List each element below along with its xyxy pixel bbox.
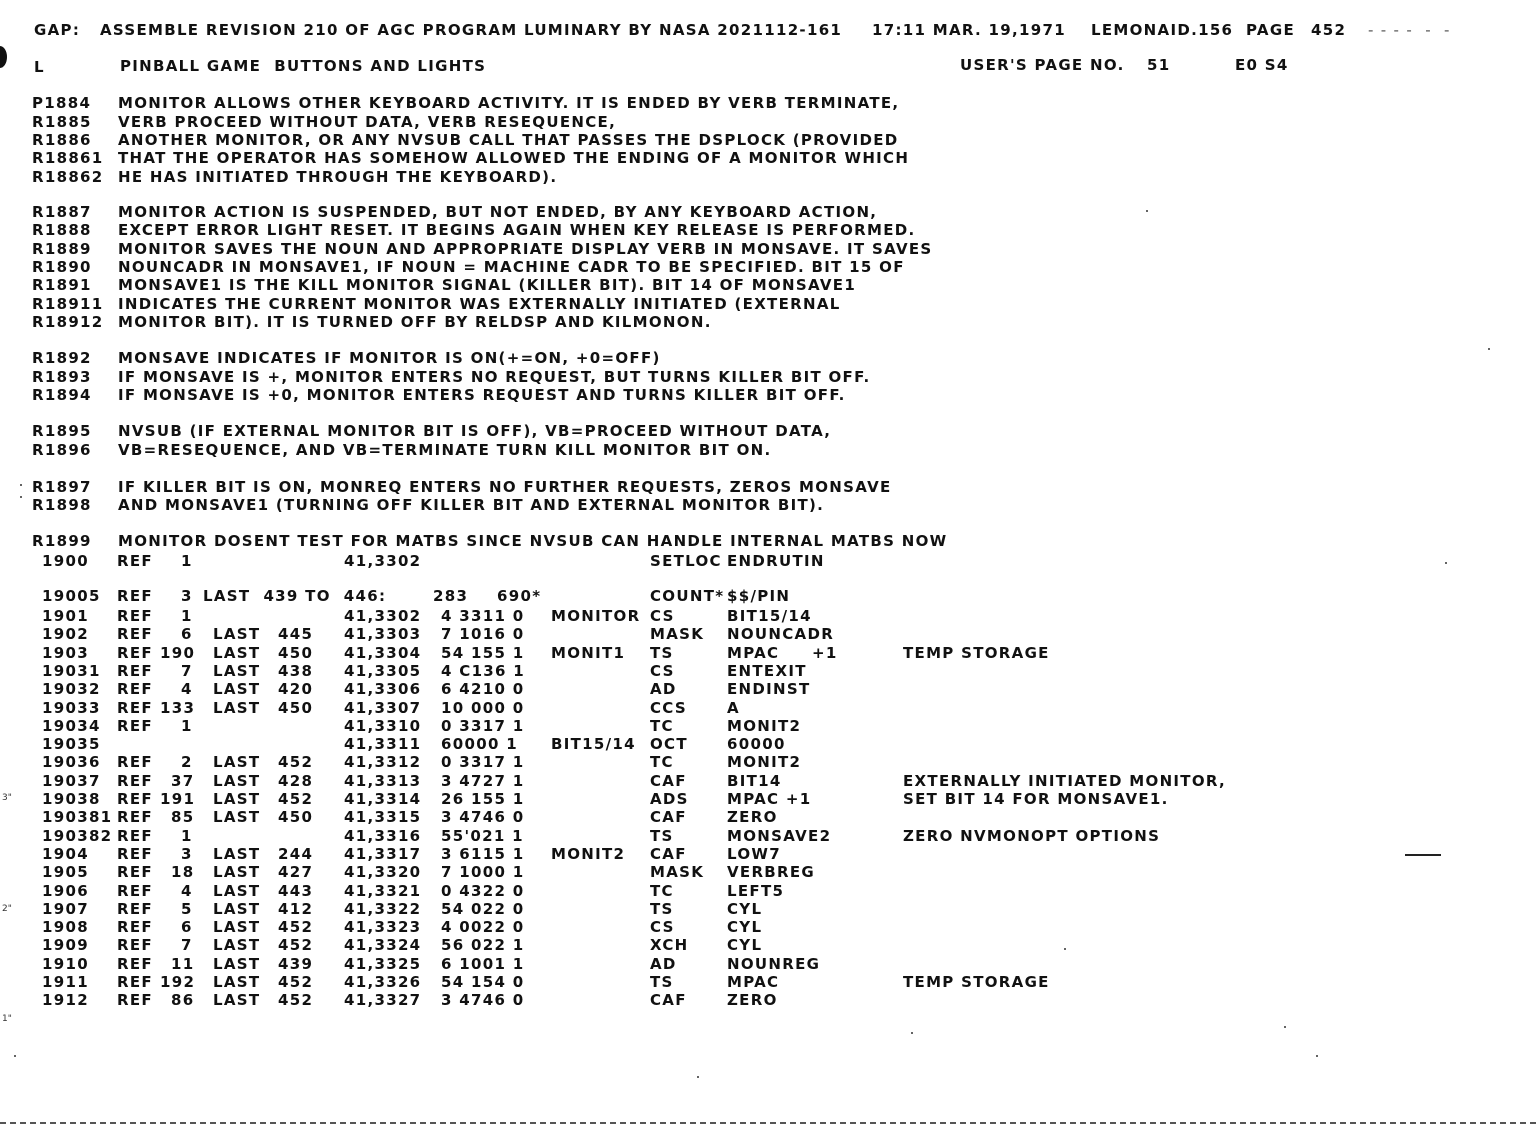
- scan-speck: [20, 484, 22, 486]
- ref-count: 133: [160, 698, 196, 717]
- line-id: 1903: [42, 643, 89, 662]
- scan-speck: [1488, 348, 1490, 350]
- operand: 60000: [727, 735, 786, 754]
- last-line: 420: [278, 680, 314, 699]
- last-line: 450: [278, 698, 314, 717]
- comment-text: MONITOR SAVES THE NOUN AND APPROPRIATE DISPLAY VERB IN MONSAVE. IT SAVES: [118, 240, 933, 258]
- opcode: SETLOC: [650, 552, 722, 570]
- last-line: 244: [278, 844, 314, 863]
- ref-count: 11: [171, 954, 195, 973]
- subheader-l: L: [34, 58, 45, 76]
- opcode: COUNT*: [650, 587, 725, 605]
- address: 41,3304: [344, 643, 422, 662]
- octal-word: 6 1001 1: [441, 954, 525, 973]
- last-line: 450: [278, 643, 314, 662]
- ref-count: 4: [181, 881, 193, 900]
- address: 41,3306: [344, 680, 422, 699]
- line-comment: EXTERNALLY INITIATED MONITOR,: [903, 771, 1227, 790]
- last-line: 428: [278, 771, 314, 790]
- address: 41,3311: [344, 735, 422, 754]
- operand: ENTEXIT: [727, 661, 807, 680]
- opcode: TS: [650, 643, 674, 662]
- operand: NOUNREG: [727, 954, 821, 973]
- ref-keyword: REF: [117, 607, 153, 625]
- line-id: R1897: [32, 478, 92, 496]
- count-n1: 283: [433, 587, 469, 605]
- line-id: 19035: [42, 735, 101, 754]
- comment-text: IF KILLER BIT IS ON, MONREQ ENTERS NO FURTHER REQUESTS, ZEROS MONSAVE: [118, 478, 892, 496]
- line-id: R1894: [32, 386, 92, 404]
- ref-count: 1: [181, 607, 193, 625]
- comment-text: MONITOR BIT). IT IS TURNED OFF BY RELDSP AND KILMONON.: [118, 313, 712, 331]
- octal-word: 26 155 1: [441, 790, 525, 808]
- perforation-line: [0, 1122, 1536, 1124]
- section-title: PINBALL GAME BUTTONS AND LIGHTS: [120, 57, 487, 75]
- opcode: CCS: [650, 698, 687, 717]
- label: MONITOR: [551, 607, 641, 625]
- ref-keyword: REF: [117, 643, 153, 662]
- ref-keyword: REF: [117, 716, 153, 735]
- octal-word: 3 4746 0: [441, 808, 525, 827]
- comment-text: AND MONSAVE1 (TURNING OFF KILLER BIT AND EXTERNAL MONITOR BIT).: [118, 496, 825, 514]
- last-line: 452: [278, 753, 314, 772]
- opcode: CAF: [650, 991, 687, 1010]
- octal-word: 54 155 1: [441, 643, 525, 662]
- line-id: R1895: [32, 422, 92, 440]
- line-id: R1891: [32, 276, 92, 294]
- ref-count: 191: [160, 790, 196, 808]
- comment-text: THAT THE OPERATOR HAS SOMEHOW ALLOWED THE ENDING OF A MONITOR WHICH: [118, 149, 910, 167]
- octal-word: 3 4746 0: [441, 991, 525, 1010]
- ref-count: 1: [181, 552, 193, 570]
- line-id: 1912: [42, 991, 89, 1010]
- ref-keyword: REF: [117, 844, 153, 863]
- line-id: 19005: [42, 587, 101, 605]
- ref-keyword: REF: [117, 918, 153, 937]
- line-id: 190382: [42, 826, 113, 845]
- line-id: 1902: [42, 625, 89, 644]
- opcode: CAF: [650, 844, 687, 863]
- line-id: 1904: [42, 844, 89, 863]
- opcode: TS: [650, 973, 674, 991]
- last-keyword: LAST: [213, 661, 261, 680]
- comment-text: MONSAVE INDICATES IF MONITOR IS ON(+=ON, +0=OFF): [118, 349, 661, 367]
- operand: $$/PIN: [727, 587, 791, 605]
- comment-text: MONITOR ACTION IS SUSPENDED, BUT NOT ENDED, BY ANY KEYBOARD ACTION,: [118, 203, 878, 221]
- line-comment: ZERO NVMONOPT OPTIONS: [903, 826, 1161, 845]
- line-id: 1905: [42, 863, 89, 882]
- scan-rule: [1405, 854, 1441, 856]
- last-keyword: LAST: [213, 844, 261, 863]
- line-id: 1909: [42, 936, 89, 955]
- octal-word: 10 000 0: [441, 698, 525, 717]
- header-file: LEMONAID.156: [1091, 21, 1234, 39]
- comment-text: MONITOR DOSENT TEST FOR MATBS SINCE NVSUB CAN HANDLE INTERNAL MATBS NOW: [118, 532, 948, 550]
- scan-speck: [20, 496, 22, 498]
- line-id: 19038: [42, 790, 101, 808]
- line-id: 19034: [42, 716, 101, 735]
- ref-count: 6: [181, 918, 193, 937]
- last-keyword: LAST: [213, 698, 261, 717]
- last-keyword: LAST: [213, 973, 261, 991]
- operand: MPAC +1: [727, 643, 838, 662]
- operand: BIT15/14: [727, 607, 812, 625]
- margin-mark: 1": [2, 1014, 12, 1024]
- opcode: TC: [650, 753, 674, 772]
- address: 41,3302: [344, 552, 422, 570]
- ref-keyword: REF: [117, 991, 153, 1010]
- operand: ENDINST: [727, 680, 811, 699]
- header-timestamp: 17:11 MAR. 19,1971: [872, 21, 1066, 39]
- opcode: TS: [650, 899, 674, 918]
- margin-mark: 3": [2, 793, 12, 803]
- operand: BIT14: [727, 771, 782, 790]
- line-id: 19036: [42, 753, 101, 772]
- count-range: LAST 439 TO 446:: [203, 587, 387, 605]
- comment-text: VB=RESEQUENCE, AND VB=TERMINATE TURN KILL MONITOR BIT ON.: [118, 441, 772, 459]
- scan-speck: [911, 1032, 913, 1034]
- line-id: R1899: [32, 532, 92, 550]
- ref-keyword: REF: [117, 552, 153, 570]
- opcode: TS: [650, 826, 674, 845]
- last-keyword: LAST: [213, 753, 261, 772]
- ref-count: 5: [181, 899, 193, 918]
- scan-speck: [14, 1055, 16, 1057]
- opcode: MASK: [650, 863, 705, 882]
- binder-hole: [0, 46, 7, 68]
- line-id: 190381: [42, 808, 113, 827]
- last-keyword: LAST: [213, 881, 261, 900]
- line-comment: TEMP STORAGE: [903, 973, 1050, 991]
- ref-keyword: REF: [117, 753, 153, 772]
- last-keyword: LAST: [213, 863, 261, 882]
- operand: A: [727, 698, 740, 717]
- operand: MONSAVE2: [727, 826, 832, 845]
- line-id: R1885: [32, 113, 92, 131]
- ref-keyword: REF: [117, 863, 153, 882]
- opcode: XCH: [650, 936, 689, 955]
- address: 41,3327: [344, 991, 422, 1010]
- scan-speck: [1316, 1055, 1318, 1057]
- opcode: CS: [650, 661, 675, 680]
- opcode: TC: [650, 881, 674, 900]
- header-gap: GAP:: [34, 21, 81, 39]
- octal-word: 0 3317 1: [441, 716, 525, 735]
- ref-count: 2: [181, 753, 193, 772]
- operand: NOUNCADR: [727, 625, 835, 644]
- comment-text: INDICATES THE CURRENT MONITOR WAS EXTERNALLY INITIATED (EXTERNAL: [118, 295, 841, 313]
- last-keyword: LAST: [213, 936, 261, 955]
- ref-count: 6: [181, 625, 193, 644]
- users-page-number: 51: [1147, 56, 1171, 74]
- ref-keyword: REF: [117, 625, 153, 644]
- ref-keyword: REF: [117, 808, 153, 827]
- ref-count: 37: [171, 771, 195, 790]
- last-line: 452: [278, 991, 314, 1010]
- last-line: 450: [278, 808, 314, 827]
- line-id: R1896: [32, 441, 92, 459]
- last-keyword: LAST: [213, 771, 261, 790]
- octal-word: 7 1000 1: [441, 863, 525, 882]
- count-n2: 690*: [497, 587, 542, 605]
- line-id: R1887: [32, 203, 92, 221]
- line-id: 1907: [42, 899, 89, 918]
- ref-keyword: REF: [117, 680, 153, 699]
- address: 41,3314: [344, 790, 422, 808]
- octal-word: 4 0022 0: [441, 918, 525, 937]
- address: 41,3303: [344, 625, 422, 644]
- operand: LEFT5: [727, 881, 785, 900]
- line-id: 19037: [42, 771, 101, 790]
- ref-keyword: REF: [117, 954, 153, 973]
- comment-text: IF MONSAVE IS +0, MONITOR ENTERS REQUEST AND TURNS KILLER BIT OFF.: [118, 386, 846, 404]
- label: BIT15/14: [551, 735, 636, 754]
- opcode: CAF: [650, 808, 687, 827]
- address: 41,3307: [344, 698, 422, 717]
- ref-keyword: REF: [117, 790, 153, 808]
- operand: ZERO: [727, 808, 778, 827]
- address: 41,3310: [344, 716, 422, 735]
- address: 41,3320: [344, 863, 422, 882]
- scan-speck: [1146, 210, 1148, 212]
- ref-keyword: REF: [117, 661, 153, 680]
- last-line: 443: [278, 881, 314, 900]
- ref-count: 85: [171, 808, 195, 827]
- address: 41,3326: [344, 973, 422, 991]
- last-keyword: LAST: [213, 643, 261, 662]
- line-id: R1898: [32, 496, 92, 514]
- line-id: R18862: [32, 168, 104, 186]
- comment-text: VERB PROCEED WITHOUT DATA, VERB RESEQUENCE,: [118, 113, 617, 131]
- header-page-label: PAGE: [1246, 21, 1295, 39]
- opcode: AD: [650, 680, 677, 699]
- address: 41,3315: [344, 808, 422, 827]
- opcode: MASK: [650, 625, 705, 644]
- last-line: 445: [278, 625, 314, 644]
- opcode: AD: [650, 954, 677, 973]
- octal-word: 7 1016 0: [441, 625, 525, 644]
- address: 41,3316: [344, 826, 422, 845]
- line-id: 19032: [42, 680, 101, 699]
- ref-keyword: REF: [117, 973, 153, 991]
- line-id: 1911: [42, 973, 89, 991]
- operand: MONIT2: [727, 716, 802, 735]
- opcode: ADS: [650, 790, 689, 808]
- header-trail: - - - - - -: [1368, 21, 1451, 39]
- ref-keyword: REF: [117, 936, 153, 955]
- ref-count: 7: [181, 936, 193, 955]
- last-keyword: LAST: [213, 918, 261, 937]
- operand: MPAC +1: [727, 790, 812, 808]
- comment-text: MONSAVE1 IS THE KILL MONITOR SIGNAL (KILLER BIT). BIT 14 OF MONSAVE1: [118, 276, 857, 294]
- address: 41,3322: [344, 899, 422, 918]
- ref-keyword: REF: [117, 771, 153, 790]
- last-line: 452: [278, 790, 314, 808]
- last-line: 452: [278, 918, 314, 937]
- comment-text: HE HAS INITIATED THROUGH THE KEYBOARD).: [118, 168, 558, 186]
- last-keyword: LAST: [213, 808, 261, 827]
- octal-word: 0 4322 0: [441, 881, 525, 900]
- line-id: 1910: [42, 954, 89, 973]
- address: 41,3313: [344, 771, 422, 790]
- last-keyword: LAST: [213, 991, 261, 1010]
- comment-text: NOUNCADR IN MONSAVE1, IF NOUN = MACHINE CADR TO BE SPECIFIED. BIT 15 OF: [118, 258, 905, 276]
- line-id: R1890: [32, 258, 92, 276]
- line-id: R18912: [32, 313, 104, 331]
- label: MONIT1: [551, 643, 626, 662]
- scan-speck: [1445, 562, 1447, 564]
- line-comment: SET BIT 14 FOR MONSAVE1.: [903, 790, 1169, 808]
- comment-text: MONITOR ALLOWS OTHER KEYBOARD ACTIVITY. IT IS ENDED BY VERB TERMINATE,: [118, 94, 900, 112]
- operand: CYL: [727, 936, 763, 955]
- ref-count: 190: [160, 643, 196, 662]
- operand: CYL: [727, 918, 763, 937]
- comment-text: EXCEPT ERROR LIGHT RESET. IT BEGINS AGAIN WHEN KEY RELEASE IS PERFORMED.: [118, 221, 916, 239]
- ref-count: 4: [181, 680, 193, 699]
- comment-text: ANOTHER MONITOR, OR ANY NVSUB CALL THAT PASSES THE DSPLOCK (PROVIDED: [118, 131, 899, 149]
- octal-word: 3 4727 1: [441, 771, 525, 790]
- last-keyword: LAST: [213, 790, 261, 808]
- last-line: 439: [278, 954, 314, 973]
- octal-word: 3 6115 1: [441, 844, 525, 863]
- address: 41,3321: [344, 881, 422, 900]
- line-id: 1901: [42, 607, 89, 625]
- last-keyword: LAST: [213, 680, 261, 699]
- last-line: 412: [278, 899, 314, 918]
- scan-speck: [1284, 1026, 1286, 1028]
- ref-count: 1: [181, 716, 193, 735]
- ref-keyword: REF: [117, 698, 153, 717]
- line-id: R1893: [32, 368, 92, 386]
- line-id: 1906: [42, 881, 89, 900]
- address: 41,3302: [344, 607, 422, 625]
- ref-count: 86: [171, 991, 195, 1010]
- ref-count: 7: [181, 661, 193, 680]
- operand: LOW7: [727, 844, 781, 863]
- last-keyword: LAST: [213, 625, 261, 644]
- operand: VERBREG: [727, 863, 816, 882]
- octal-word: 56 022 1: [441, 936, 525, 955]
- last-keyword: LAST: [213, 954, 261, 973]
- opcode: CAF: [650, 771, 687, 790]
- address: 41,3312: [344, 753, 422, 772]
- line-id: 1908: [42, 918, 89, 937]
- users-page-label: USER'S PAGE NO.: [960, 56, 1125, 74]
- line-id: R1888: [32, 221, 92, 239]
- octal-word: 54 154 0: [441, 973, 525, 991]
- operand: MPAC: [727, 973, 780, 991]
- scan-speck: [1064, 948, 1066, 950]
- comment-text: NVSUB (IF EXTERNAL MONITOR BIT IS OFF), VB=PROCEED WITHOUT DATA,: [118, 422, 832, 440]
- ref-count: 3: [181, 587, 193, 605]
- opcode: TC: [650, 716, 674, 735]
- ref-count: 3: [181, 844, 193, 863]
- line-id: 19033: [42, 698, 101, 717]
- operand: ZERO: [727, 991, 778, 1010]
- ref-keyword: REF: [117, 899, 153, 918]
- opcode: CS: [650, 607, 675, 625]
- opcode: CS: [650, 918, 675, 937]
- octal-word: 4 C136 1: [441, 661, 526, 680]
- octal-word: 55'021 1: [441, 826, 524, 845]
- octal-word: 60000 1: [441, 735, 518, 754]
- label: MONIT2: [551, 844, 626, 863]
- last-line: 452: [278, 973, 314, 991]
- margin-mark: 2": [2, 904, 12, 914]
- line-id: R1892: [32, 349, 92, 367]
- line-id: 19031: [42, 661, 101, 680]
- line-id: 1900: [42, 552, 89, 570]
- address: 41,3305: [344, 661, 422, 680]
- ref-keyword: REF: [117, 881, 153, 900]
- section-code: E0 S4: [1235, 56, 1289, 74]
- line-id: R1889: [32, 240, 92, 258]
- opcode: OCT: [650, 735, 688, 754]
- header-page-number: 452: [1311, 21, 1347, 39]
- last-line: 427: [278, 863, 314, 882]
- operand: ENDRUTIN: [727, 552, 825, 570]
- line-id: R18861: [32, 149, 104, 167]
- address: 41,3317: [344, 844, 422, 863]
- scan-speck: [697, 1076, 699, 1078]
- address: 41,3325: [344, 954, 422, 973]
- last-line: 438: [278, 661, 314, 680]
- comment-text: IF MONSAVE IS +, MONITOR ENTERS NO REQUEST, BUT TURNS KILLER BIT OFF.: [118, 368, 871, 386]
- ref-keyword: REF: [117, 587, 153, 605]
- ref-count: 18: [171, 863, 195, 882]
- header-title: ASSEMBLE REVISION 210 OF AGC PROGRAM LUMINARY BY NASA 2021112-161: [100, 21, 843, 39]
- ref-count: 1: [181, 826, 193, 845]
- ref-count: 192: [160, 973, 196, 991]
- ref-keyword: REF: [117, 826, 153, 845]
- line-id: P1884: [32, 94, 92, 112]
- operand: CYL: [727, 899, 763, 918]
- last-keyword: LAST: [213, 899, 261, 918]
- octal-word: 4 3311 0: [441, 607, 525, 625]
- line-comment: TEMP STORAGE: [903, 643, 1050, 662]
- line-id: R1886: [32, 131, 92, 149]
- operand: MONIT2: [727, 753, 802, 772]
- octal-word: 6 4210 0: [441, 680, 525, 699]
- address: 41,3324: [344, 936, 422, 955]
- address: 41,3323: [344, 918, 422, 937]
- octal-word: 54 022 0: [441, 899, 525, 918]
- last-line: 452: [278, 936, 314, 955]
- line-id: R18911: [32, 295, 104, 313]
- octal-word: 0 3317 1: [441, 753, 525, 772]
